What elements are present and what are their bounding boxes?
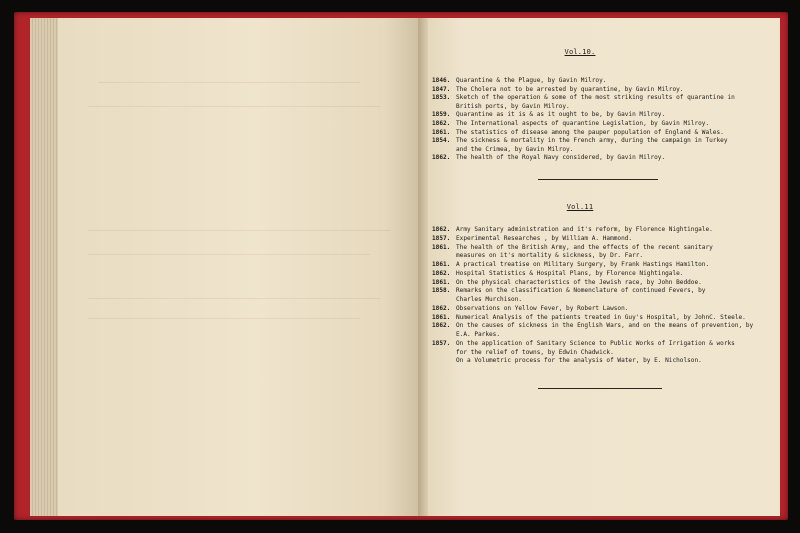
entry-year: 1857. (432, 234, 451, 242)
entry-text-line: Quarantine as it is & as it ought to be, by Gavin Milroy. (456, 111, 666, 119)
entry-text-line: The statistics of disease among the pauper population of England & Wales. (456, 128, 724, 136)
right-page (428, 18, 780, 516)
entry-year: 1861. (432, 243, 451, 251)
vol10-heading: Vol.10. (564, 48, 596, 56)
entry-text-line: Hospital Statistics & Hospital Plans, by Florence Nightingale. (456, 269, 684, 277)
entry-year: 1861. (432, 278, 451, 286)
left-page (58, 18, 420, 516)
entry-text-line: Charles Murchison. (456, 296, 523, 303)
entry-text-line: The sickness & mortality in the French army, during the campaign in Turkey (456, 137, 728, 145)
entry-year: 1862. (432, 120, 451, 127)
entry-year: 1847. (432, 85, 451, 93)
entry-text-line: On the causes of sickness in the English Wars, and on the means of prevention, by (456, 322, 754, 330)
entry-text-line: On a Volumetric process for the analysis of Water, by E. Nicholson. (456, 357, 702, 365)
entry-year: 1854. (432, 137, 451, 145)
entry-text-line: Army Sanitary administration and it's reform, by Florence Nightingale. (456, 226, 713, 233)
entry-year: 1862. (432, 154, 451, 162)
entry-text-line: Observations on Yellow Fever, by Robert Lawson. (456, 304, 629, 312)
entry-text-line: Remarks on the classification & Nomenclature of continued Fevers, by (456, 287, 706, 295)
entry-text-line: Experimental Researches , by William A. Hammond. (456, 234, 633, 242)
entry-year: 1858. (432, 287, 451, 295)
bleed-through-line (88, 106, 380, 107)
entry-text-line: British ports, by Gavin Milroy. (456, 102, 570, 110)
entry-text-line: for the relief of towns, by Edwin Chadwick. (456, 348, 614, 356)
entry-year: 1862. (432, 226, 451, 233)
entry-text-line: The health of the British Army, and the effects of the recent sanitary (456, 243, 713, 251)
entry-year: 1862. (432, 322, 451, 330)
bleed-through-line (88, 318, 360, 319)
entry-year: 1859. (432, 111, 451, 119)
entry-text-line: Quarantine & the Plague, by Gavin Milroy. (456, 77, 607, 84)
bleed-through-line (98, 82, 360, 83)
entry-year: 1861. (432, 313, 451, 321)
entry-year: 1857. (432, 339, 451, 347)
entry-text-line: The health of the Royal Navy considered, by Gavin Milroy. (456, 154, 666, 162)
entry-year: 1861. (432, 261, 451, 268)
entry-text-line: E.A. Parkes. (456, 331, 501, 338)
entry-text-line: and the Crimea, by Gavin Milroy. (456, 145, 574, 153)
bleed-through-line (88, 298, 380, 299)
entry-year: 1846. (432, 77, 451, 84)
entry-year: 1853. (432, 94, 451, 102)
entry-text-line: On the application of Sanitary Science to Public Works of Irrigation & works (456, 339, 735, 347)
entry-year: 1861. (432, 128, 451, 136)
entry-text-line: The Cholera not to be arrested by quarantine, by Gavin Milroy. (456, 85, 684, 93)
vol11-heading: Vol.11 (566, 203, 594, 211)
entry-text-line: A practical treatise on Military Surgery, by Frank Hastings Hamilton. (456, 261, 710, 268)
entry-text-line: On the physical characteristics of the Jewish race, by John Beddoe. (456, 278, 702, 286)
entry-text-line: The International aspects of quarantine Legislation, by Gavin Milroy. (456, 120, 710, 127)
section-divider (538, 179, 658, 180)
bleed-through-line (88, 230, 390, 231)
section-divider (538, 388, 662, 389)
entry-year: 1862. (432, 304, 451, 312)
entry-text-line: Numerical Analysis of the patients treated in Guy's Hospital, by JohnC. Steele. (456, 313, 746, 321)
entry-text-line: measures on it's mortality & sickness, by Dr. Farr. (456, 252, 644, 260)
bleed-through-line (88, 254, 370, 255)
entry-year: 1862. (432, 269, 451, 277)
entry-text-line: Sketch of the operation & some of the most striking results of quarantine in (456, 94, 735, 102)
